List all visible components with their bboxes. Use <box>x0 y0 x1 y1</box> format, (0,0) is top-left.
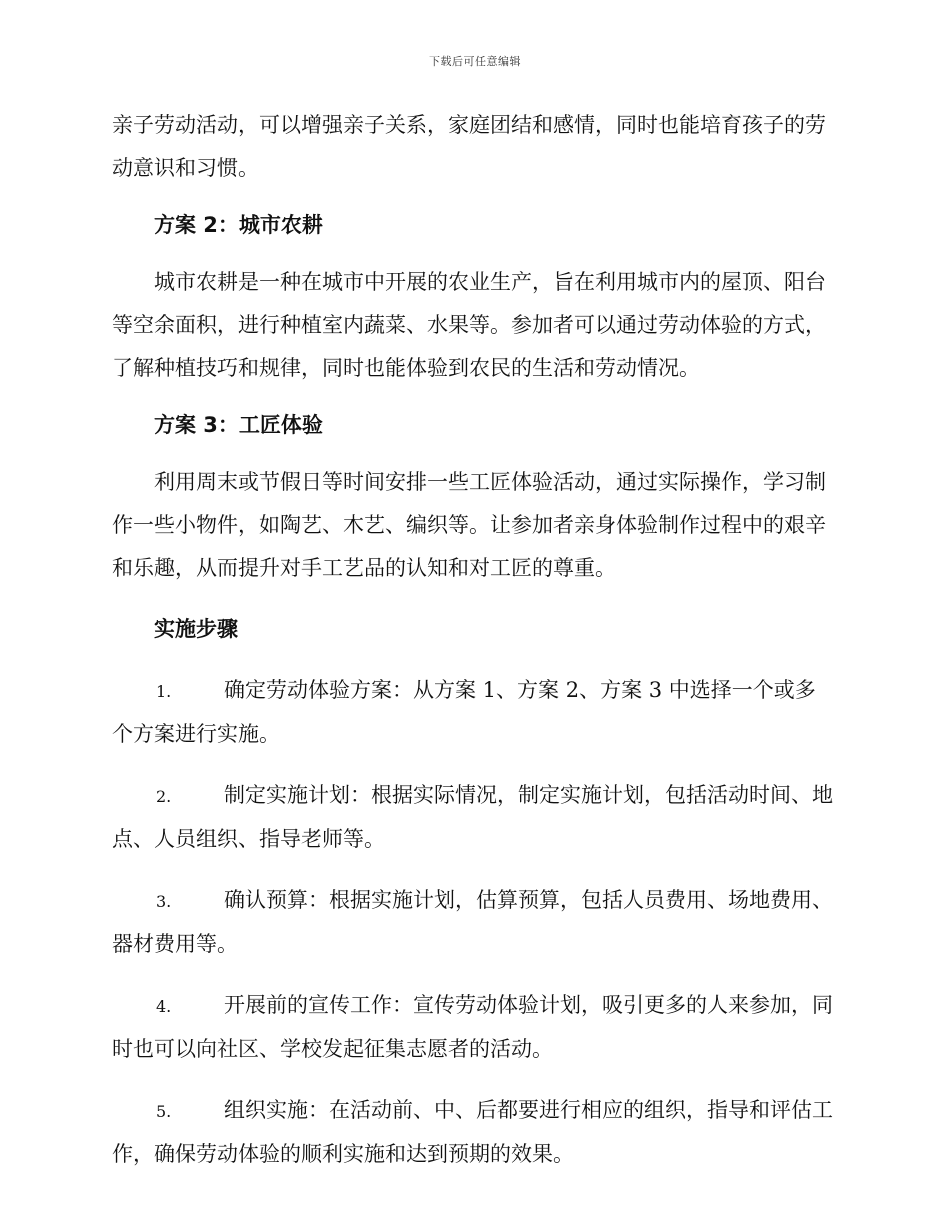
steps-heading: 实施步骤 <box>154 617 238 641</box>
plan3-paragraph: 利用周末或节假日等时间安排一些工匠体验活动，通过实际操作，学习制作一些小物件，如陶艺、木艺、编织等。让参加者亲身体验制作过程中的艰辛和乐趣，从而提升对手工艺品的认知和对工匠的尊重。 <box>112 470 826 580</box>
step-item <box>112 879 834 966</box>
plan2-heading: 方案 2：城市农耕 <box>154 213 323 237</box>
intro-paragraph: 亲子劳动活动，可以增强亲子关系，家庭团结和感情，同时也能培育孩子的劳动意识和习惯。 <box>112 113 826 180</box>
step-item <box>112 669 834 756</box>
page-header: 下载后可任意编辑 <box>429 55 521 68</box>
step-text: 确认预算：根据实施计划，估算预算，包括人员费用、场地费用、器材费用等。 <box>112 888 833 956</box>
plan2-paragraph: 城市农耕是一种在城市中开展的农业生产，旨在利用城市内的屋顶、阳台等空余面积，进行种植室内蔬菜、水果等。参加者可以通过劳动体验的方式，了解种植技巧和规律，同时也能体验到农民的生活和劳动情况。 <box>112 270 826 380</box>
step-number: 3. <box>156 892 172 911</box>
step-text: 开展前的宣传工作：宣传劳动体验计划，吸引更多的人来参加，同时也可以向社区、学校发起征集志愿者的活动。 <box>112 993 833 1061</box>
step-number: 1. <box>156 682 172 701</box>
step-number: 4. <box>156 997 172 1016</box>
step-number: 5. <box>156 1102 172 1121</box>
document-body <box>112 104 834 1176</box>
step-text: 确定劳动体验方案：从方案 1、方案 2、方案 3 中选择一个或多个方案进行实施。 <box>112 678 816 746</box>
step-item <box>112 1089 834 1176</box>
plan3-heading: 方案 3：工匠体验 <box>154 413 323 437</box>
step-number: 2. <box>156 787 172 806</box>
step-text: 制定实施计划：根据实际情况，制定实施计划，包括活动时间、地点、人员组织、指导老师等。 <box>112 783 833 851</box>
step-item <box>112 984 834 1071</box>
step-item <box>112 774 834 861</box>
step-text: 组织实施：在活动前、中、后都要进行相应的组织，指导和评估工作，确保劳动体验的顺利实施和达到预期的效果。 <box>112 1098 833 1166</box>
